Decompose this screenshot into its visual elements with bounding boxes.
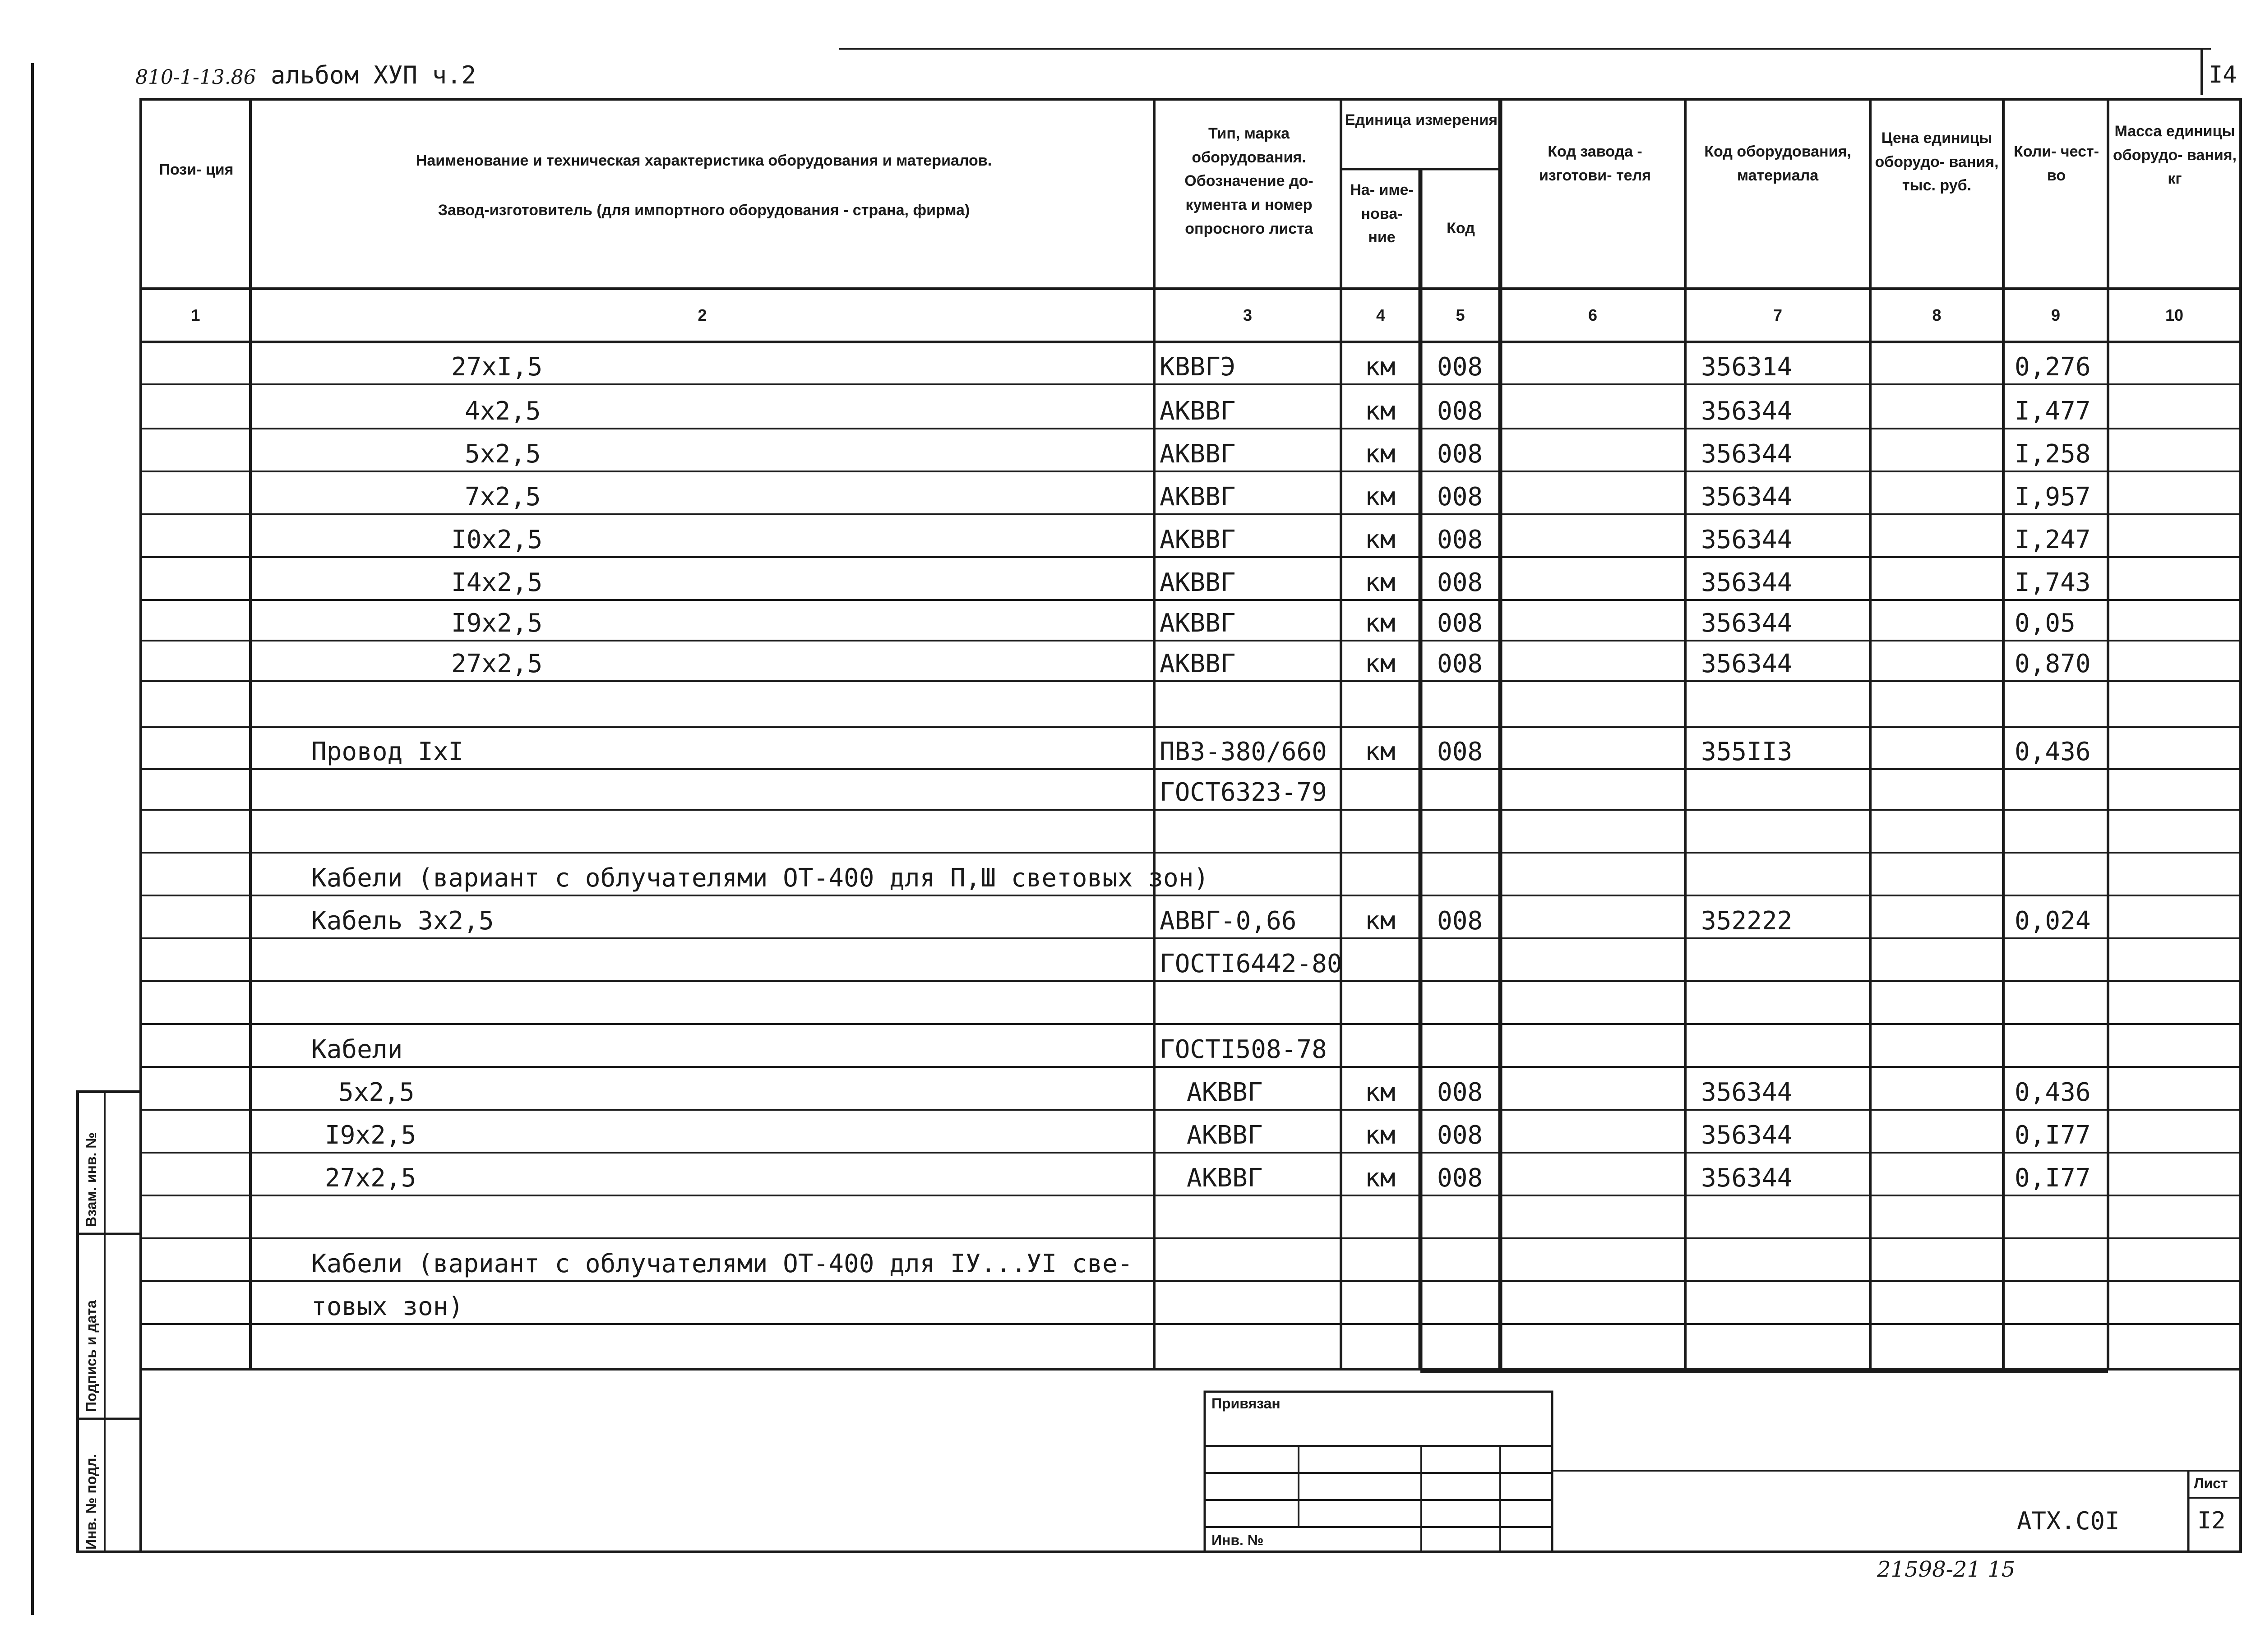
item-type: АКВВГ xyxy=(1187,1078,1263,1107)
item-material-code: 356344 xyxy=(1701,609,1793,638)
item-unit-code: 008 xyxy=(1437,1078,1483,1107)
column-number: 3 xyxy=(1243,306,1253,324)
header-plant-code: Код завода - изготови- теля xyxy=(1539,143,1651,184)
item-name: 27x2,5 xyxy=(451,649,543,678)
item-quantity: 0,I77 xyxy=(2015,1163,2091,1193)
item-unit-code: 008 xyxy=(1437,1121,1483,1150)
item-type: ГОСТI508-78 xyxy=(1160,1035,1327,1064)
item-material-code: 356344 xyxy=(1701,1163,1793,1193)
album-title: альбом ХУП ч.2 xyxy=(271,61,476,89)
item-quantity: I,258 xyxy=(2015,439,2091,469)
column-number: 10 xyxy=(2165,306,2184,324)
item-unit: км xyxy=(1365,397,1396,426)
item-unit-code: 008 xyxy=(1437,1163,1483,1193)
item-type: ПВЗ-380/660 xyxy=(1160,737,1327,766)
header-unit-code: Код xyxy=(1447,220,1475,237)
item-quantity: 0,436 xyxy=(2015,1078,2091,1107)
item-unit: км xyxy=(1365,649,1396,678)
doc-code: 810-1-13.86 xyxy=(135,66,256,89)
item-quantity: I,743 xyxy=(2015,568,2091,597)
item-quantity: 0,870 xyxy=(2015,649,2091,678)
stamp-inv-no: Инв. № xyxy=(1211,1532,1264,1548)
side-label-inv-podl: Инв. № подл. xyxy=(83,1454,99,1550)
item-unit: км xyxy=(1365,1078,1396,1107)
item-name: товых зон) xyxy=(311,1292,464,1321)
stamp-designation: АТХ.С0I xyxy=(2017,1507,2120,1535)
item-material-code: 356344 xyxy=(1701,649,1793,678)
header-quantity: Коли- чест- во xyxy=(2013,143,2099,184)
page-number: I4 xyxy=(2209,61,2237,88)
item-unit: км xyxy=(1365,906,1396,936)
item-type: АКВВГ xyxy=(1160,525,1236,554)
archive-number: 21598-21 15 xyxy=(1877,1557,2016,1582)
item-unit-code: 008 xyxy=(1437,352,1483,382)
item-unit-code: 008 xyxy=(1437,525,1483,554)
item-quantity: I,247 xyxy=(2015,525,2091,554)
item-type: АКВВГ xyxy=(1160,568,1236,597)
header-type: Тип, марка оборудования. Обозначение до- кумента и номер опросного листа xyxy=(1184,125,1313,237)
header-name-line1: Наименование и техническая характеристика оборудования и материалов. xyxy=(416,152,992,169)
item-type: КВВГЭ xyxy=(1160,352,1236,382)
column-number: 7 xyxy=(1773,306,1783,324)
column-number: 9 xyxy=(2051,306,2061,324)
item-material-code: 356344 xyxy=(1701,1121,1793,1150)
item-unit: км xyxy=(1365,568,1396,597)
item-unit: км xyxy=(1365,1163,1396,1193)
item-name: Провод IxI xyxy=(311,737,464,766)
item-name: 4x2,5 xyxy=(465,397,541,426)
item-material-code: 356344 xyxy=(1701,439,1793,469)
item-type: АКВВГ xyxy=(1160,439,1236,469)
item-material-code: 356344 xyxy=(1701,568,1793,597)
item-unit-code: 008 xyxy=(1437,737,1483,766)
header-material-code: Код оборудования, материала xyxy=(1704,143,1851,184)
item-unit: км xyxy=(1365,482,1396,512)
column-number: 2 xyxy=(698,306,707,324)
item-unit: км xyxy=(1365,439,1396,469)
item-material-code: 356344 xyxy=(1701,525,1793,554)
item-quantity: 0,05 xyxy=(2015,609,2076,638)
item-name: I9x2,5 xyxy=(451,609,543,638)
item-name: 7x2,5 xyxy=(465,482,541,512)
column-number: 5 xyxy=(1456,306,1465,324)
item-unit: км xyxy=(1365,525,1396,554)
item-unit-code: 008 xyxy=(1437,609,1483,638)
side-label-vzam: Взам. инв. № xyxy=(83,1132,99,1227)
item-unit-code: 008 xyxy=(1437,906,1483,936)
item-type: АКВВГ xyxy=(1160,397,1236,426)
stamp-sheet-label: Лист xyxy=(2194,1475,2228,1491)
item-material-code: 356344 xyxy=(1701,1078,1793,1107)
header-unit-name: На- име- нова- ние xyxy=(1350,181,1414,246)
column-number: 1 xyxy=(191,306,200,324)
stamp-sheet-number: I2 xyxy=(2197,1507,2226,1534)
item-unit: км xyxy=(1365,609,1396,638)
item-quantity: 0,436 xyxy=(2015,737,2091,766)
item-type: ГОСТ6323-79 xyxy=(1160,778,1327,807)
header-price: Цена единицы оборудо- вания, тыс. руб. xyxy=(1875,129,1999,194)
item-type: АКВВГ xyxy=(1160,609,1236,638)
item-quantity: I,477 xyxy=(2015,397,2091,426)
item-quantity: I,957 xyxy=(2015,482,2091,512)
header-position: Пози- ция xyxy=(159,161,234,178)
item-quantity: 0,I77 xyxy=(2015,1121,2091,1150)
item-unit: км xyxy=(1365,1121,1396,1150)
item-unit-code: 008 xyxy=(1437,568,1483,597)
item-material-code: 356314 xyxy=(1701,352,1793,382)
item-name: 5x2,5 xyxy=(338,1078,415,1107)
item-type: АКВВГ xyxy=(1187,1121,1263,1150)
item-type: АКВВГ xyxy=(1187,1163,1263,1193)
item-unit-code: 008 xyxy=(1437,482,1483,512)
item-type: АКВВГ xyxy=(1160,649,1236,678)
header-unit-group: Единица измерения xyxy=(1345,111,1498,129)
item-name: 27xI,5 xyxy=(451,352,543,382)
column-number: 8 xyxy=(1932,306,1942,324)
item-material-code: 352222 xyxy=(1701,906,1793,936)
item-type: АВВГ-0,66 xyxy=(1160,906,1297,936)
item-type: АКВВГ xyxy=(1160,482,1236,512)
item-name: I9x2,5 xyxy=(325,1121,416,1150)
item-type: ГОСТI6442-80 xyxy=(1160,949,1342,978)
item-name: 5x2,5 xyxy=(465,439,541,469)
item-material-code: 355II3 xyxy=(1701,737,1793,766)
item-quantity: 0,276 xyxy=(2015,352,2091,382)
column-number: 6 xyxy=(1588,306,1598,324)
side-label-podpis: Подпись и дата xyxy=(83,1300,99,1412)
item-name: I0x2,5 xyxy=(451,525,543,554)
item-name: Кабели (вариант с облучателями ОТ-400 для IУ...УI све- xyxy=(311,1249,1133,1278)
item-name: Кабели (вариант с облучателями ОТ-400 для П,Ш световых зон) xyxy=(311,863,1209,893)
item-name: I4x2,5 xyxy=(451,568,543,597)
header-name-line2: Завод-изготовитель (для импортного оборудования - страна, фирма) xyxy=(438,202,970,219)
item-unit-code: 008 xyxy=(1437,397,1483,426)
item-name: Кабели xyxy=(311,1035,403,1064)
item-material-code: 356344 xyxy=(1701,397,1793,426)
item-name: 27x2,5 xyxy=(325,1163,416,1193)
item-unit-code: 008 xyxy=(1437,649,1483,678)
stamp-linked: Привязан xyxy=(1211,1395,1281,1412)
item-quantity: 0,024 xyxy=(2015,906,2091,936)
item-unit-code: 008 xyxy=(1437,439,1483,469)
item-material-code: 356344 xyxy=(1701,482,1793,512)
column-number: 4 xyxy=(1376,306,1386,324)
header-mass: Масса единицы оборудо- вания, кг xyxy=(2113,123,2237,188)
item-unit: км xyxy=(1365,352,1396,382)
item-name: Кабель 3x2,5 xyxy=(311,906,494,936)
item-unit: км xyxy=(1365,737,1396,766)
